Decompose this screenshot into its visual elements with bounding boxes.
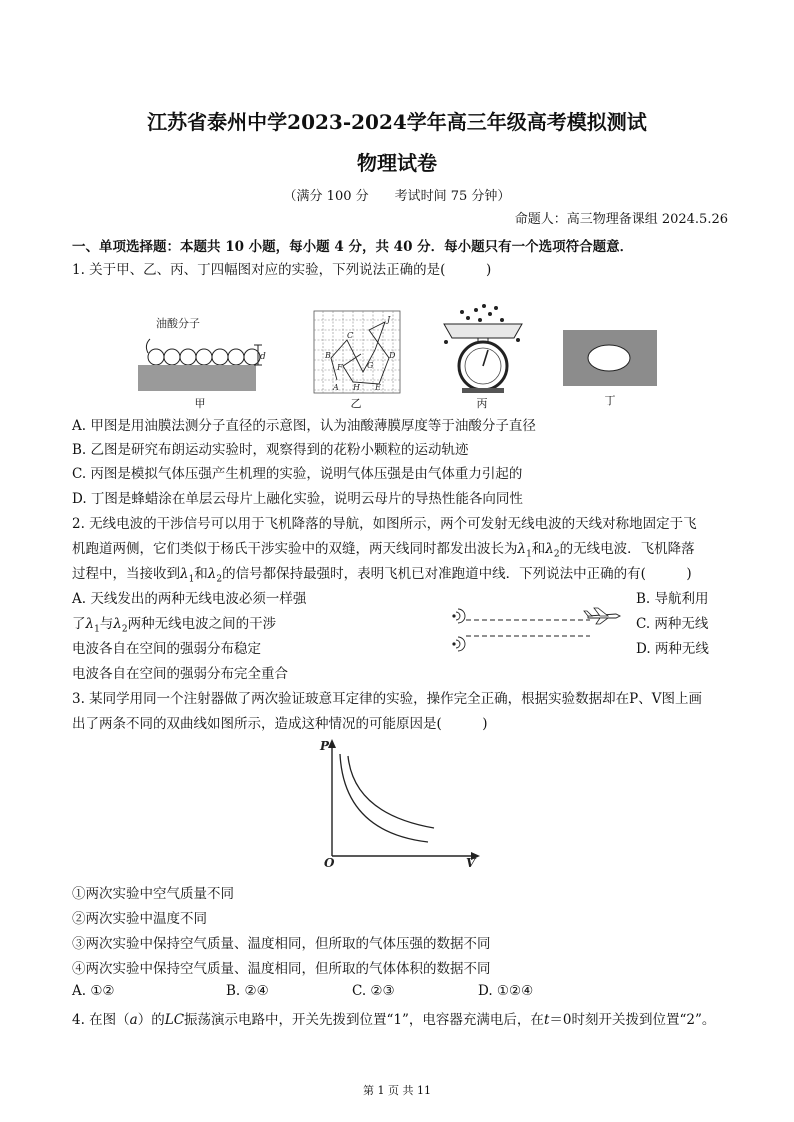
caption-yi: 乙 <box>350 397 362 410</box>
q3-choice-b: B. ②④ <box>226 983 269 999</box>
grid-letter: J <box>387 315 391 324</box>
exam-subtitle: 物理试卷 <box>357 151 437 175</box>
q2-option-c-cont: 电波各自在空间的强弱分布稳定 <box>72 641 261 657</box>
q2-stem-line3: 过程中，当接收到$\lambda_1$和$\lambda_2$的信号都保持最强时，表明飞机已对准跑道中线．下列说法中正确的有( ) <box>72 566 692 585</box>
q2-stem-line1: 2. 无线电波的干涉信号可以用于飞机降落的导航，如图所示，两个可发射无线电波的天线对称地固定于飞 <box>72 516 697 532</box>
grid-letter: G <box>367 361 374 370</box>
q1-option-b: B. 乙图是研究布朗运动实验时，观察得到的花粉小颗粒的运动轨迹 <box>72 442 469 458</box>
isotherm-curve-high <box>348 756 434 828</box>
airplane-icon <box>584 608 620 624</box>
grid-letter: H <box>353 383 360 392</box>
figure-yi-brownian-grid <box>313 310 401 394</box>
q1-option-a: A. 甲图是用油膜法测分子直径的示意图，认为油酸薄膜厚度等于油酸分子直径 <box>72 418 536 434</box>
grid-letter: C <box>347 331 354 340</box>
q2-option-a: A. 天线发出的两种无线电波必须一样强 <box>72 591 307 607</box>
q3-choice-a: A. ①② <box>72 983 115 999</box>
oil-molecule-label: 油酸分子 <box>156 318 200 330</box>
figure-bing-scale <box>438 302 528 394</box>
q3-item-1: ①两次实验中空气质量不同 <box>72 886 234 902</box>
grid-letter: F <box>337 363 343 372</box>
q1-option-c: C. 丙图是模拟气体压强产生机理的实验，说明气体压强是由气体重力引起的 <box>72 466 523 482</box>
exam-title: 江苏省泰州中学2023-2024学年高三年级高考模拟测试 <box>147 110 647 134</box>
caption-bing: 丙 <box>476 397 488 410</box>
water-surface <box>138 365 256 391</box>
figure-pv-graph <box>318 736 486 868</box>
q3-item-3: ③两次实验中保持空气质量、温度相同，但所取的气体压强的数据不同 <box>72 936 491 952</box>
q2-option-b-cont: 了$\lambda_1$与$\lambda_2$两种无线电波之间的干涉 <box>72 616 277 635</box>
q2-option-b: B. 导航利用 <box>636 591 709 607</box>
q3-item-2: ②两次实验中温度不同 <box>72 911 207 927</box>
q3-choice-c: C. ②③ <box>352 983 395 999</box>
thickness-label: d <box>260 352 266 362</box>
q1-option-d: D. 丁图是蜂蜡涂在单层云母片上融化实验，说明云母片的导热性能各向同性 <box>72 491 523 507</box>
q2-option-d-cont: 电波各自在空间的强弱分布完全重合 <box>72 666 288 682</box>
figure-runway-antennas <box>450 602 622 656</box>
q3-choice-d: D. ①②④ <box>478 983 534 999</box>
v-axis-label: V <box>466 856 476 868</box>
figure-jia-oil-film <box>134 315 266 395</box>
q3-stem-line2: 出了两条不同的双曲线如图所示，造成这种情况的可能原因是( ) <box>72 716 488 732</box>
q3-stem-line1: 3. 某同学用同一个注射器做了两次验证玻意耳定律的实验，操作完全正确，根据实验数据却在P、V图上画 <box>72 691 703 707</box>
origin-label: O <box>324 856 335 868</box>
figure-ding-mica <box>563 330 657 386</box>
antenna-top-icon <box>452 614 455 617</box>
q4-stem: 4. 在图（a）的LC振荡演示电路中，开关先拨到位置“1”，电容器充满电后，在t＝0时刻开关拨到位置“2”。 <box>72 1012 716 1028</box>
isotherm-curve-low <box>340 754 428 842</box>
caption-ding: 丁 <box>604 394 616 407</box>
exam-author: 命题人：高三物理备课组 2024.5.26 <box>514 212 728 227</box>
q2-option-c: C. 两种无线 <box>636 616 709 632</box>
q1-stem: 1. 关于甲、乙、丙、丁四幅图对应的实验，下列说法正确的是( ) <box>72 262 492 278</box>
p-axis-label: P <box>320 739 330 753</box>
q2-option-d: D. 两种无线 <box>636 641 709 657</box>
antenna-bottom-icon <box>452 642 455 645</box>
grid-letter: A <box>333 383 339 392</box>
q2-stem-line2: 机跑道两侧，它们类似于杨氏干涉实验中的双缝，两天线同时都发出波长为$\lambda_1$和$\lambda_2$的无线电波．飞机降落 <box>72 541 695 560</box>
q3-item-4: ④两次实验中保持空气质量、温度相同，但所取的气体体积的数据不同 <box>72 961 491 977</box>
exam-info: （满分 100 分 考试时间 75 分钟） <box>283 189 511 204</box>
grid-letter: E <box>375 383 381 392</box>
grid-letter: D <box>389 351 396 360</box>
page-footer: 第 1 页 共 11 <box>363 1084 431 1097</box>
caption-jia: 甲 <box>194 397 206 410</box>
grid-letter: B <box>325 351 331 360</box>
section-heading: 一、单项选择题：本题共 10 小题，每小题 4 分，共 40 分．每小题只有一个选项符合题意． <box>72 239 634 255</box>
